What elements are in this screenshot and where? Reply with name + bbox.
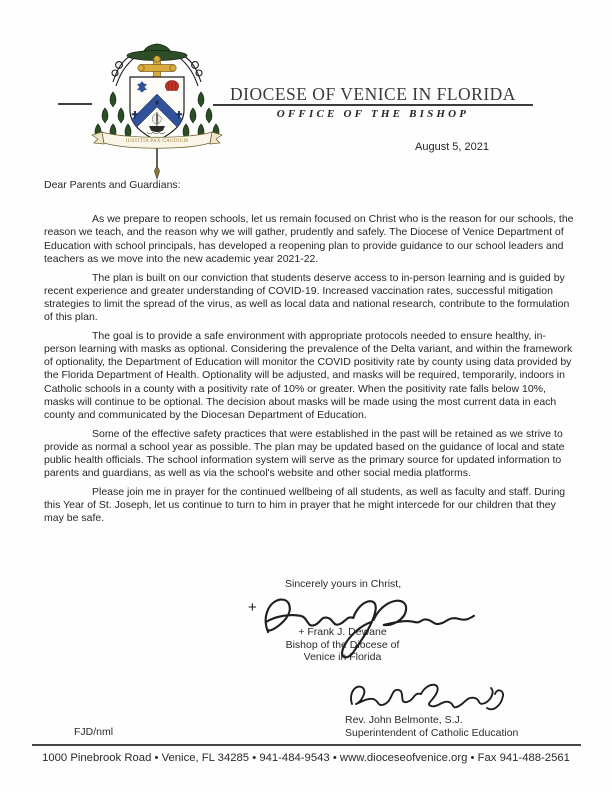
bishop-title-line2: Venice in Florida xyxy=(303,651,382,664)
letter-paragraph: Please join me in prayer for the continued wellbeing of all students, as well as faculty and staff. During this Year of St. Joseph, let us continue to turn to him in prayer that he might intercede for our children that they may be safe. xyxy=(44,486,566,525)
office-subtitle: OFFICE OF THE BISHOP xyxy=(276,108,470,120)
reference-initials: FJD/nml xyxy=(74,726,114,738)
letter-body xyxy=(44,179,577,531)
letter-paragraph: As we prepare to reopen schools, let us remain focused on Christ who is the reason for our schools, the reason we teach, and the reason why we will gather, prudently and safely. The Diocese of Venice Department of Education with school principals, has developed a reopening plan to provide guidance to our school leaders and teachers as we move into the new academic year 2021-22. xyxy=(44,213,574,265)
superintendent-name: Rev. John Belmonte, S.J. xyxy=(345,714,463,726)
letter-paragraph: The plan is built on our conviction that students deserve access to in-person learning and is guided by recent experience and greater understanding of COVID-19. Increased vaccination rates, successful mitigation strategies to limit the spread of the virus, as well as local data and national research, contribute to the formulation of this plan. xyxy=(44,271,570,324)
bishop-name: + Frank J. Dewane xyxy=(298,626,387,638)
superintendent-title: Superintendent of Catholic Education xyxy=(345,726,519,739)
bishop-title-line1: Bishop of the Diocese of xyxy=(285,638,400,651)
superintendent-signature-script xyxy=(347,678,509,718)
diocese-title: DIOCESE OF VENICE IN FLORIDA xyxy=(230,84,516,104)
letter-paragraph: Some of the effective safety practices that were established in the past will be retained as we strive to provide as normal a school year as possible. The plan may be updated based on the guidance of local and state public health officials. The school information system will serve as the primary source for updated information to parents and guardians, as well as via the school's website and other social media platforms. xyxy=(44,427,565,480)
bishop-signature-cross: + xyxy=(248,599,257,616)
letter-date: August 5, 2021 xyxy=(415,141,490,153)
header-left-dash xyxy=(58,103,92,105)
bishop-signature-script xyxy=(260,591,478,665)
closing-line: Sincerely yours in Christ, xyxy=(285,578,402,590)
header-rule xyxy=(213,104,533,106)
crest-motto: IUSTITIA PAX GAUDIUM xyxy=(125,139,189,144)
footer-rule xyxy=(32,744,581,746)
salutation: Dear Parents and Guardians: xyxy=(44,179,181,191)
letter-paragraph: The goal is to provide a safe environment with appropriate protocols needed to ensure healthy, in-person learning with masks as optional. Considering the prevalence of the Delta variant, and within the framework of optionality, the Department of Education will monitor the COVID positivity rate by county using data provided by the Florida Department of Health. Optionality will be adjusted, and masks will be required, temporarily, indoors in Catholic schools in a county with a positivity rate of 10% or greater. When the positivity rate falls below 10%, masks will continue to be optional. The decision about masks will be made using the most current data in each county and communicated by the Diocesan Department of Education. xyxy=(44,329,573,422)
diocese-crest xyxy=(86,42,226,182)
scallop-charge-icon xyxy=(165,81,178,91)
footer-address: 1000 Pinebrook Road • Venice, FL 34285 • 941-484-9543 • www.dioceseofvenice.org • Fax 941-488-2561 xyxy=(42,752,570,764)
shield-icon xyxy=(130,77,184,141)
